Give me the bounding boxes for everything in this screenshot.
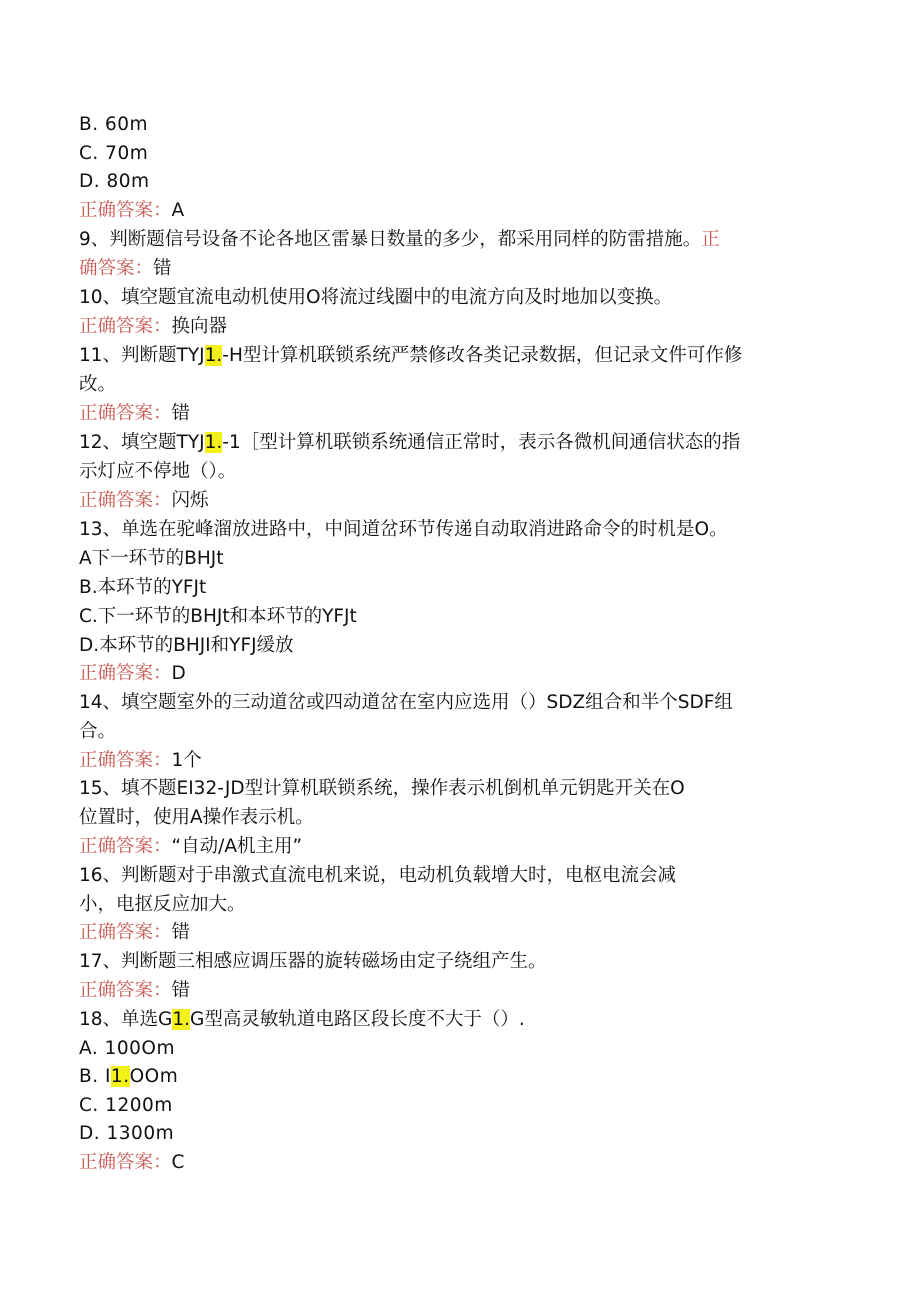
option-text: OOm [129,1066,179,1087]
answer-value: 错 [153,258,172,279]
q8-option-d: D. 80m [79,171,150,192]
q15-question-cont: 位置时，使用A操作表示机。 [79,807,314,828]
q8-option-b: B. 60m [79,114,149,135]
q11-answer [79,400,190,428]
q16-question: 16、判断题对于串激式直流电机来说，电动机负载增大时，电枢电流会减 [79,865,677,886]
q15-answer [79,833,302,861]
q13-question: 13、单选在驼峰溜放进路中，中间道岔环节传递自动取消进路命令的时机是O。 [79,519,728,540]
question-text: G型高灵敏轨道电路区段长度不大于（）. [190,1009,525,1030]
answer-value: 1个 [171,750,202,771]
highlighted-text: 1. [204,432,223,453]
q13-option-c: C.下一环节的BHJt和本环节的YFJt [79,606,357,627]
answer-value: D [171,663,186,684]
answer-value: A [171,200,185,221]
question-text: 11、判断题TYJ [79,345,205,366]
q16-answer [79,919,190,947]
q17-question: 17、判断题三相感应调压器的旋转磁场由定子绕组产生。 [79,951,547,972]
q13-option-d: D.本环节的BHJI和YFJ缓放 [79,635,294,656]
q9-question [79,226,720,254]
answer-label: 正确答案： [79,836,172,857]
q10-answer [79,313,227,341]
highlighted-text: 1. [172,1009,191,1030]
q14-answer [79,747,202,775]
question-text: -1［型计算机联锁系统通信正常时，表示各微机间通信状态的指 [222,432,741,453]
q15-question: 15、填不题EI32-JD型计算机联锁系统，操作表示机倒机单元钥匙开关在O [79,778,685,799]
q14-question-cont: 合。 [79,721,117,742]
answer-label: 正确答案： [79,490,172,511]
q10-question: 10、填空题宜流电动机使用O将流过线圈中的电流方向及时地加以变换。 [79,287,673,308]
q11-question [79,342,742,370]
q18-answer [79,1149,184,1177]
q12-answer [79,487,209,515]
answer-value: “自动/A机主用” [171,836,303,857]
q13-option-a: A下一环节的BHJt [79,548,224,569]
q14-question: 14、填空题室外的三动道岔或四动道岔在室内应选用（）SDZ组合和半个SDF组 [79,692,733,713]
answer-value: 错 [171,922,191,943]
q18-option-c: C. 1200m [79,1095,173,1116]
answer-value: C [171,1152,185,1173]
q18-option-a: A. 100Om [79,1038,175,1059]
q8-answer [79,197,184,225]
answer-label: 正确答案： [79,980,172,1001]
answer-label: 正确答案： [79,663,172,684]
q18-option-d: D. 1300m [79,1123,175,1144]
highlighted-text: 1. [204,345,223,366]
q18-option-b [79,1063,178,1091]
q13-answer [79,660,186,688]
question-text: 12、填空题TYJ [79,432,205,453]
option-text: B. I [79,1066,111,1087]
answer-value: 错 [171,980,191,1001]
answer-label: 正确答案： [79,750,172,771]
q16-question-cont: 小，电抠反应加大。 [79,894,246,915]
answer-label-part: 确答案： [79,258,154,279]
q12-question [79,429,740,457]
q11-question-cont: 改。 [79,374,117,395]
answer-label: 正确答案： [79,316,172,337]
answer-label: 正确答案： [79,200,172,221]
q12-question-cont: 示灯应不停地（）。 [79,461,237,482]
answer-label: 正确答案： [79,1152,172,1173]
q18-question [79,1006,525,1034]
question-text: 9、判断题信号设备不论各地区雷暴日数量的多少，都采用同样的防雷措施。 [79,229,702,250]
q9-answer [79,255,172,283]
highlighted-text: 1. [110,1066,130,1087]
q8-option-c: C. 70m [79,143,149,164]
q17-answer [79,977,190,1005]
question-text: -H型计算机联锁系统严禁修改各类记录数据，但记录文件可作修 [222,345,743,366]
answer-label: 正确答案： [79,922,172,943]
question-text: 18、单选G [79,1009,173,1030]
answer-value: 换向器 [171,316,228,337]
answer-value: 错 [171,403,191,424]
answer-value: 闪烁 [171,490,209,511]
answer-label-part: 正 [701,229,720,250]
answer-label: 正确答案： [79,403,172,424]
q13-option-b: B.本环节的YFJt [79,577,207,598]
